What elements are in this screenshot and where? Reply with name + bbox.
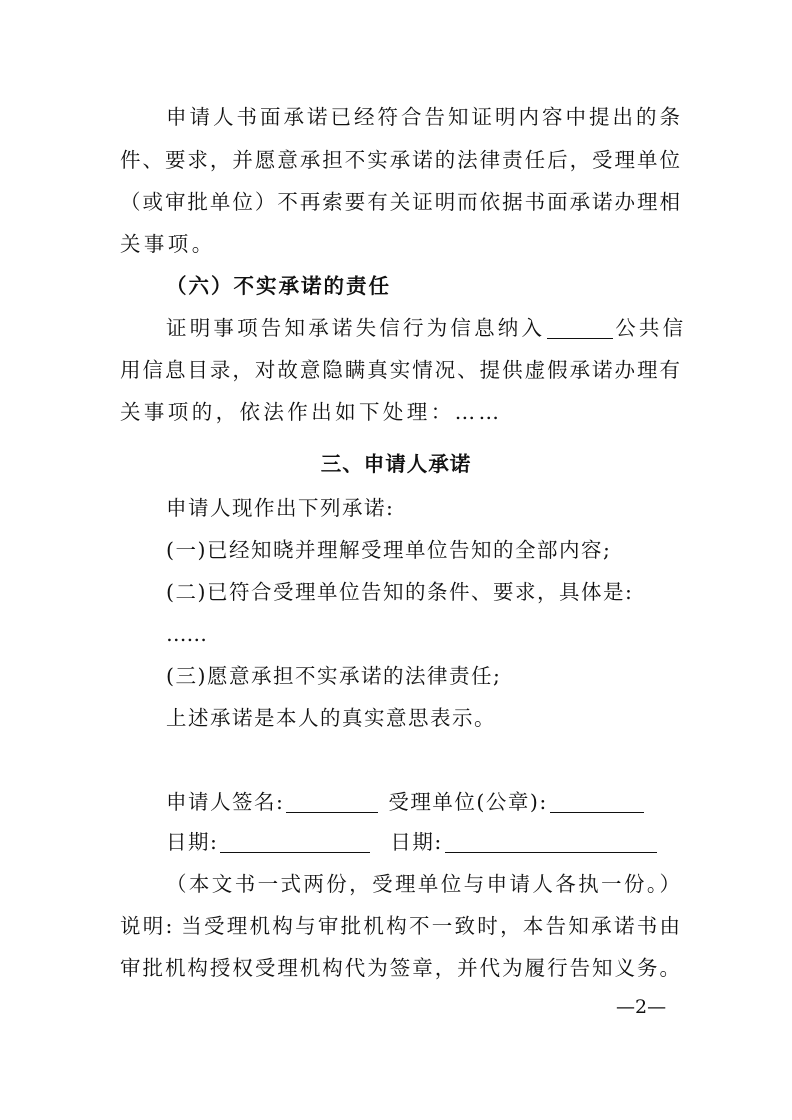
commitment-item1: (一)已经知晓并理解受理单位告知的全部内容; [166, 538, 612, 562]
date-label-2: 日期: [390, 830, 443, 854]
section6-line1-text: 证明事项告知承诺失信行为信息纳入 [166, 316, 546, 340]
section6-line1-tail: 公共信 [615, 316, 687, 340]
commitment-ellipsis: …… [166, 622, 207, 646]
explanation-line2: 审批机构授权受理机构代为签章，并代为履行告知义务。 [120, 956, 680, 980]
page-number: —2— [616, 996, 667, 1018]
explanation-line1: 说明: 当受理机构与审批机构不一致时，本告知承诺书由 [120, 914, 680, 938]
commitment-item3: (三)愿意承担不实承诺的法律责任; [166, 664, 502, 688]
unit-seal-label: 受理单位(公章): [388, 790, 548, 814]
copies-note: （本文书一式两份，受理单位与申请人各执一份。） [166, 872, 680, 896]
applicant-sign-field[interactable] [286, 792, 378, 813]
section6-line2: 用信息目录，对故意隐瞒真实情况、提供虚假承诺办理有 [120, 358, 680, 382]
paragraph1-line3: （或审批单位）不再索要有关证明而依据书面承诺办理相 [120, 190, 680, 214]
commitment-statement: 上述承诺是本人的真实意思表示。 [166, 706, 496, 730]
section3-heading: 三、申请人承诺 [320, 452, 472, 476]
signature-row2 [166, 828, 659, 856]
commitment-item2: (二)已符合受理单位告知的条件、要求，具体是: [166, 580, 634, 604]
paragraph1-line4: 关事项。 [120, 232, 216, 256]
date-field-2[interactable] [445, 832, 657, 853]
paragraph1-line2: 件、要求，并愿意承担不实承诺的法律责任后，受理单位 [120, 148, 680, 172]
date-field-1[interactable] [220, 832, 370, 853]
date-label-1: 日期: [166, 830, 219, 854]
applicant-sign-label: 申请人签名: [166, 790, 285, 814]
signature-row1 [166, 788, 646, 816]
blank-underline [547, 318, 613, 339]
section6-line3: 关事项的，依法作出如下处理：…… [120, 400, 503, 424]
commitment-intro: 申请人现作出下列承诺: [166, 496, 395, 520]
unit-seal-field[interactable] [550, 792, 644, 813]
section6-title: （六）不实承诺的责任 [166, 274, 391, 298]
section6-line1 [166, 314, 687, 342]
paragraph1-line1: 申请人书面承诺已经符合告知证明内容中提出的条 [166, 105, 680, 129]
